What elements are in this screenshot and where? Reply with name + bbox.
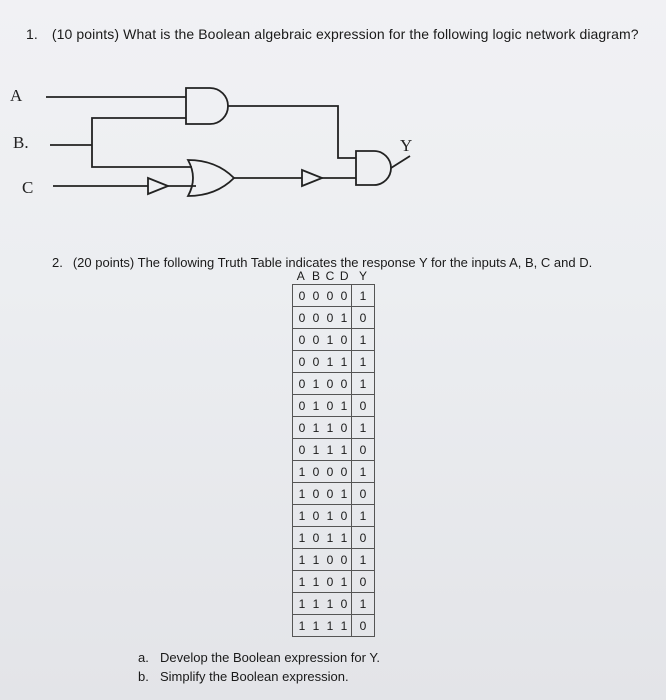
cell-b: 1 — [309, 615, 323, 637]
cell-b: 0 — [309, 505, 323, 527]
cell-d: 1 — [337, 439, 352, 461]
cell-y: 0 — [352, 395, 375, 417]
header-y: Y — [358, 269, 367, 283]
cell-a: 1 — [293, 527, 310, 549]
cell-a: 1 — [293, 571, 310, 593]
cell-y: 1 — [352, 329, 375, 351]
question-2-text: (20 points) The following Truth Table indicates the response Y for the inputs A, B, C and D. — [72, 255, 593, 270]
truth-table — [292, 268, 375, 637]
and-gate-2 — [356, 151, 391, 185]
cell-a: 0 — [293, 307, 310, 329]
and-gate-1 — [186, 88, 228, 124]
cell-y: 0 — [352, 439, 375, 461]
cell-b: 0 — [309, 285, 323, 307]
cell-b: 1 — [309, 549, 323, 571]
cell-c: 0 — [323, 307, 337, 329]
truth-table-row — [293, 351, 375, 373]
cell-y: 0 — [352, 307, 375, 329]
cell-y: 1 — [352, 461, 375, 483]
wire-and1-out — [228, 106, 356, 158]
truth-table-row — [293, 417, 375, 439]
header-b: B — [311, 269, 320, 283]
cell-d: 0 — [337, 505, 352, 527]
truth-table-row — [293, 527, 375, 549]
truth-table-row — [293, 593, 375, 615]
cell-y: 0 — [352, 527, 375, 549]
sub-question-a-text: Develop the Boolean expression for Y. — [160, 650, 380, 665]
cell-c: 0 — [323, 461, 337, 483]
cell-y: 1 — [352, 549, 375, 571]
cell-y: 0 — [352, 571, 375, 593]
sub-question-b-letter: b. — [138, 669, 149, 684]
cell-d: 0 — [337, 593, 352, 615]
cell-c: 0 — [323, 285, 337, 307]
cell-d: 0 — [337, 417, 352, 439]
truth-table-row — [293, 571, 375, 593]
cell-b: 0 — [309, 483, 323, 505]
cell-b: 1 — [309, 593, 323, 615]
cell-d: 1 — [337, 307, 352, 329]
input-label-c: C — [22, 178, 34, 197]
cell-b: 0 — [309, 307, 323, 329]
sub-question-b — [138, 669, 349, 684]
truth-table-row — [293, 285, 375, 307]
cell-b: 0 — [309, 351, 323, 373]
wire-b-to-and1 — [92, 118, 186, 145]
cell-d: 0 — [337, 461, 352, 483]
truth-table-row — [293, 373, 375, 395]
cell-d: 1 — [337, 351, 352, 373]
cell-b: 1 — [309, 373, 323, 395]
cell-c: 1 — [323, 329, 337, 351]
cell-y: 1 — [352, 351, 375, 373]
cell-a: 0 — [293, 439, 310, 461]
truth-table-row — [293, 615, 375, 637]
not-gate-2 — [302, 170, 322, 186]
cell-d: 1 — [337, 483, 352, 505]
input-label-b: B. — [13, 133, 29, 152]
question-1-number: 1. — [26, 26, 38, 42]
cell-b: 1 — [309, 571, 323, 593]
header-d: D — [339, 269, 349, 283]
truth-table-row — [293, 549, 375, 571]
cell-c: 0 — [323, 571, 337, 593]
cell-c: 1 — [323, 615, 337, 637]
question-1-text: (10 points) What is the Boolean algebraic expression for the following logic network diagram? — [51, 26, 639, 42]
cell-a: 1 — [293, 461, 310, 483]
output-label-y: Y — [400, 136, 413, 155]
cell-b: 0 — [309, 329, 323, 351]
cell-d: 1 — [337, 571, 352, 593]
cell-d: 0 — [337, 373, 352, 395]
cell-c: 1 — [323, 417, 337, 439]
wire-output — [391, 156, 410, 168]
cell-d: 0 — [337, 329, 352, 351]
cell-d: 1 — [337, 395, 352, 417]
cell-a: 1 — [293, 615, 310, 637]
cell-a: 1 — [293, 505, 310, 527]
wire-b-to-or — [92, 145, 192, 167]
truth-table-row — [293, 483, 375, 505]
not-gate-1 — [148, 178, 168, 194]
cell-c: 0 — [323, 373, 337, 395]
cell-a: 1 — [293, 549, 310, 571]
cell-y: 0 — [352, 483, 375, 505]
truth-table-header — [293, 268, 375, 285]
cell-c: 1 — [323, 593, 337, 615]
input-label-a: A — [10, 86, 23, 105]
logic-network-diagram — [0, 0, 666, 260]
cell-a: 0 — [293, 351, 310, 373]
cell-b: 1 — [309, 417, 323, 439]
truth-table-row — [293, 307, 375, 329]
cell-a: 0 — [293, 395, 310, 417]
cell-c: 1 — [323, 505, 337, 527]
cell-c: 1 — [323, 351, 337, 373]
cell-y: 1 — [352, 373, 375, 395]
truth-table-row — [293, 329, 375, 351]
truth-table-row — [293, 461, 375, 483]
cell-y: 0 — [352, 615, 375, 637]
truth-table-row — [293, 505, 375, 527]
sub-question-b-text: Simplify the Boolean expression. — [160, 669, 349, 684]
cell-y: 1 — [352, 593, 375, 615]
cell-c: 0 — [323, 549, 337, 571]
cell-d: 0 — [337, 549, 352, 571]
truth-table-body — [293, 285, 375, 637]
sub-question-a — [138, 650, 380, 665]
cell-d: 1 — [337, 615, 352, 637]
cell-d: 0 — [337, 285, 352, 307]
header-a: A — [296, 269, 305, 283]
truth-table-row — [293, 395, 375, 417]
header-c: C — [325, 269, 335, 283]
sub-question-a-letter: a. — [138, 650, 149, 665]
cell-y: 1 — [352, 505, 375, 527]
cell-y: 1 — [352, 417, 375, 439]
cell-c: 0 — [323, 483, 337, 505]
cell-a: 0 — [293, 285, 310, 307]
cell-a: 0 — [293, 417, 310, 439]
cell-b: 1 — [309, 395, 323, 417]
cell-b: 0 — [309, 461, 323, 483]
cell-c: 0 — [323, 395, 337, 417]
cell-c: 1 — [323, 527, 337, 549]
cell-a: 0 — [293, 373, 310, 395]
cell-b: 1 — [309, 439, 323, 461]
cell-y: 1 — [352, 285, 375, 307]
truth-table-row — [293, 439, 375, 461]
cell-b: 0 — [309, 527, 323, 549]
cell-a: 1 — [293, 593, 310, 615]
or-gate — [188, 160, 234, 196]
question-2-number: 2. — [52, 255, 63, 270]
cell-a: 0 — [293, 329, 310, 351]
cell-a: 1 — [293, 483, 310, 505]
cell-c: 1 — [323, 439, 337, 461]
cell-d: 1 — [337, 527, 352, 549]
